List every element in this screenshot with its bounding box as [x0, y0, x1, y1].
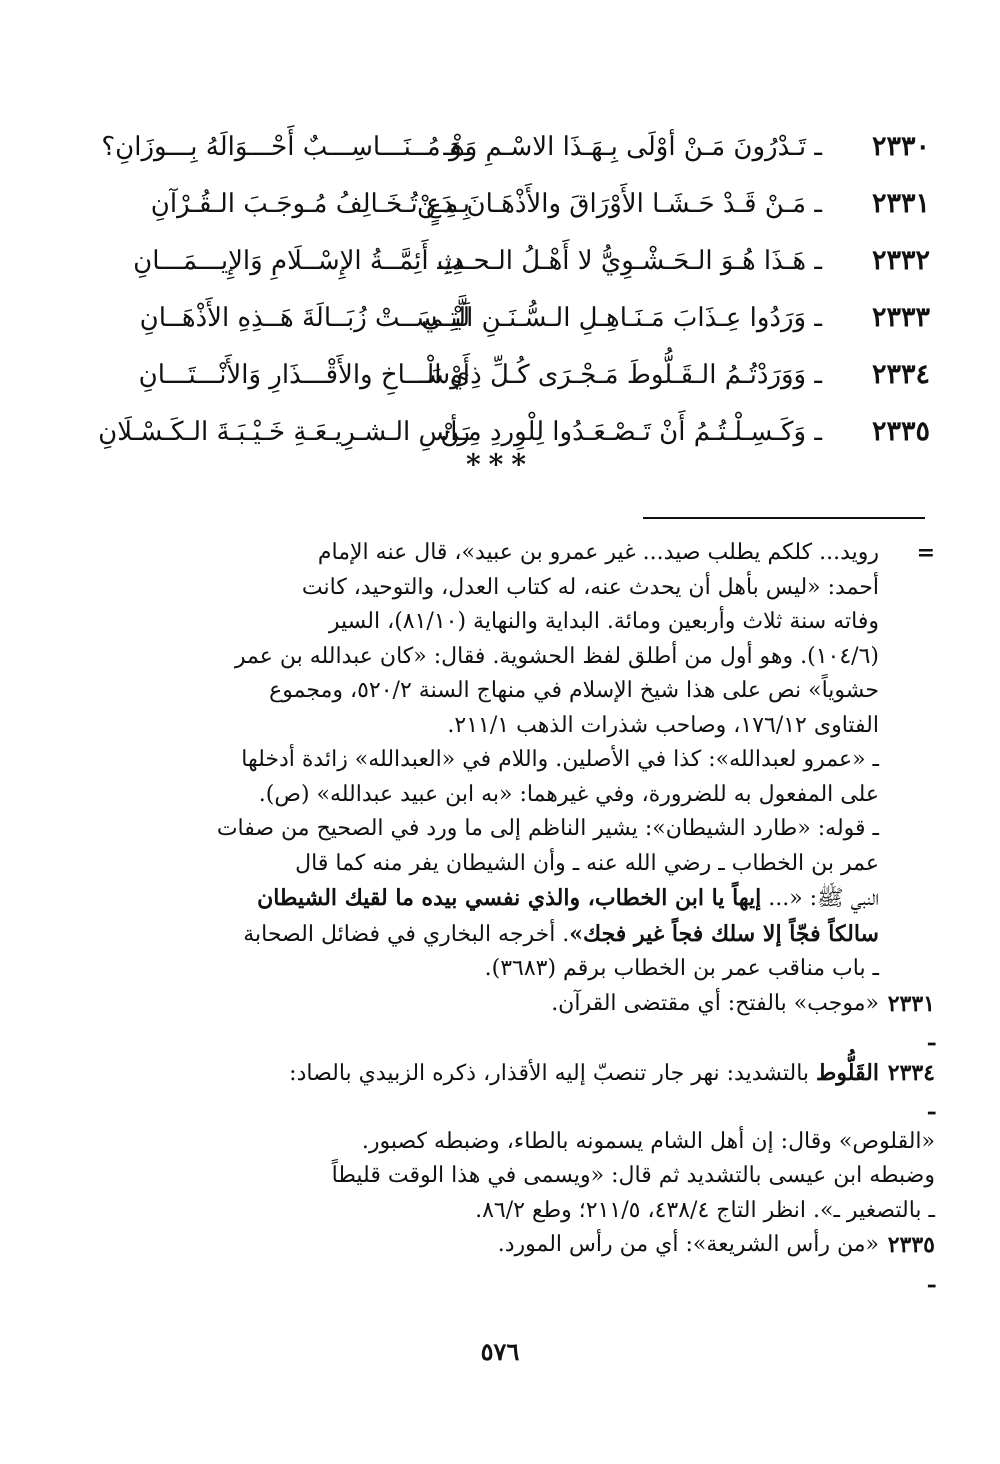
footnote-line: ـ بالتصغير ـ». انظر التاج ٤٣٨/٤، ٢١١/٥؛ وطع ٨٦/٢. [475, 1197, 935, 1223]
section-separator: *** [466, 448, 534, 481]
footnote-line: وفاته سنة ثلاث وأربعين ومائة. البداية والنهاية (٨١/١٠)، السير [328, 609, 879, 634]
footnote-line [75, 1056, 879, 1092]
footnote-line [75, 917, 879, 953]
footnote-text: بالتشديد: نهر جار تنصبّ إليه الأقذار، ذكره الزبيدي بالصاد: [289, 1060, 817, 1086]
footnote-line: وضبطه ابن عيسى بالتشديد ثم قال: «ويسمى في هذا الوقت قليطاً [331, 1163, 935, 1188]
verse-number: ٢٣٣٠ [871, 131, 930, 162]
footnote-line: عمر بن الخطاب ـ رضي الله عنه ـ وأن الشيطان يفر منه كما قال [295, 850, 879, 876]
verse-number: ٢٣٣٥ [871, 416, 930, 447]
footnote-marker: ٢٣٣١ ـ [887, 990, 935, 1051]
footnote-text: النبي ﷺ: «... [761, 886, 879, 911]
footnote-marker: ٢٣٣٤ ـ [887, 1059, 935, 1120]
continuation-marker: = [916, 540, 935, 566]
footnote-line: الفتاوى ١٧٦/١٢، وصاحب شذرات الذهب ٢١١/١. [447, 712, 879, 738]
verse-row [70, 346, 930, 403]
verse-row [70, 289, 930, 346]
verse-number: ٢٣٣٢ [871, 245, 930, 276]
footnote-text: . أخرجه البخاري في فضائل الصحابة [243, 921, 570, 947]
footnote-2331 [75, 987, 935, 1056]
footnote-line: ـ باب مناقب عمر بن الخطاب برقم (٣٦٨٣). [484, 956, 879, 981]
footnote-line: أحمد: «ليس بأهل أن يحدث عنه، له كتاب العدل، والتوحيد، كانت [301, 574, 879, 600]
verse-number: ٢٣٣١ [871, 188, 930, 219]
footnotes [75, 536, 935, 1297]
footnote-line: ـ قوله: «طارد الشيطان»: يشير الناظم إلى ما ورد في الصحيح من صفات [216, 816, 879, 841]
footnote-line [75, 881, 879, 917]
hadith-quote: سالكاً فجّاً إلا سلك فجاً غير فجك» [569, 920, 879, 947]
verse-first-hemistich: ـ مَـنْ قَـدْ حَـشَـا الأَوْرَاقَ والأَذْهَـانَ مِـنْ [416, 188, 822, 219]
verse-row [70, 232, 930, 289]
verse-second-hemistich: بِـدَعٍ تُـخَـالِفُ مُـوجَـبَ الـقُـرْآنِ [150, 188, 470, 219]
footnote-line: رويد... كلكم يطلب صيد... غير عمرو بن عبيد»، قال عنه الإمام [317, 540, 879, 565]
footnote-rule [643, 517, 925, 519]
verse-second-hemistich: لَيْــسَــتْ زُبَــالَةَ هَــذِهِ الأَذْهَــانِ [139, 302, 470, 333]
verse-first-hemistich: ـ وَرَدُوا عِـذَابَ مَـنَـاهِـلِ الـسُّـنَـنِ الَّتِـي [421, 302, 822, 333]
verse-number: ٢٣٣٣ [871, 302, 930, 333]
verse-row [70, 118, 930, 175]
footnote-2335 [75, 1228, 935, 1297]
footnote-2334 [75, 1056, 935, 1125]
verse-number: ٢٣٣٤ [871, 359, 930, 390]
hadith-quote: إيهاً يا ابن الخطاب، والذي نفسي بيده ما لقيك الشيطان [257, 885, 762, 911]
footnote-line: «من رأس الشريعة»: أي من رأس المورد. [497, 1232, 879, 1257]
verse-first-hemistich: ـ وَكَـسِـلْـتُـمُ أَنْ تَـصْـعَـدُوا لِلْوِردِ مِـنْ [440, 416, 822, 447]
verse-second-hemistich: رَأسِ الـشـرِيـعَـةِ خَـيْـبَـةَ الـكَـسْـلَانِ [98, 416, 470, 447]
footnote-marker: ٢٣٣٥ ـ [887, 1232, 935, 1293]
footnote-continuation [75, 536, 935, 987]
verse-second-hemistich: ـثِ أَئِمَّــةُ الإِسْــلَامِ وَالإِيـــمَـــانِ [133, 245, 470, 276]
poem-verses [70, 118, 930, 460]
verse-second-hemistich: أَوْسَـــاخِ والأَقْـــذَارِ وَالأَنْـــتَـــانِ [138, 359, 470, 390]
footnote-line: (١٠٤/٦). وهو أول من أطلق لفظ الحشوية. فقال: «كان عبدالله بن عمر [234, 643, 879, 669]
footnote-line: على المفعول به للضرورة، وفي غيرهما: «به ابن عبيد عبدالله» (ص). [258, 781, 879, 807]
verse-first-hemistich: ـ وَوَرَدْتُـمُ الـقَـلُّوطَ مَـجْـرَى كُـلِّ ذِي الْـ [418, 359, 822, 390]
footnote-line: حشوياً» نص على هذا شيخ الإسلام في منهاج السنة ٥٢٠/٢، ومجموع [269, 678, 879, 703]
page-number: ٥٧٦ [480, 1337, 520, 1366]
verse-second-hemistich: ـوَ مُــنَـــاسِـــبٌ أَحْـــوَالَهُ بِـــوزَانِ؟ [101, 131, 470, 162]
footnote-line: ـ «عمرو لعبدالله»: كذا في الأصلين. واللام في «العبدالله» زائدة أدخلها [241, 747, 879, 772]
footnote-line: «القلوص» وقال: إن أهل الشام يسمونه بالطاء، وضبطه كصبور. [361, 1128, 935, 1154]
verse-first-hemistich: ـ هَـذَا هُـوَ الـحَـشْـوِيُّ لا أَهْـلُ الـحـدِيـ [437, 245, 822, 276]
verse-row [70, 175, 930, 232]
headword: القَلُّوط [816, 1059, 879, 1086]
verse-first-hemistich: ـ تَـدْرُونَ مَـنْ أوْلَى بِـهَـذَا الاسْـمِ وَهْـ [443, 131, 822, 162]
footnote-line: «موجب» بالفتح: أي مقتضى القرآن. [551, 990, 879, 1016]
